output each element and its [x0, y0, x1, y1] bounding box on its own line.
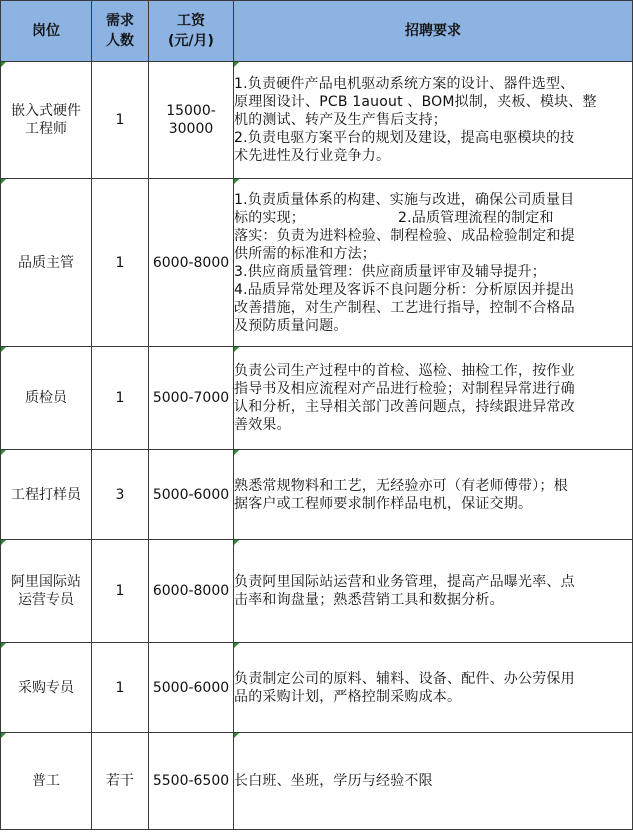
requirements-cell	[234, 347, 633, 450]
salary-text: 15000-	[166, 103, 216, 119]
requirements-cell	[234, 540, 633, 643]
salary-cell	[149, 643, 234, 733]
position-text: 质检员	[25, 390, 67, 406]
headcount-cell: 1	[92, 179, 149, 347]
salary-cell	[149, 347, 234, 450]
requirements-line: 负责阿里国际站运营和业务管理，提高产品曝光率、点	[234, 574, 575, 590]
header-headcount-line1: 需求	[106, 13, 134, 29]
requirements-line: 认和分析，主导相关部门改善问题点，持续跟进异常改	[234, 399, 575, 415]
salary-text: 5500-6500	[152, 773, 230, 789]
position-cell	[1, 540, 92, 643]
requirements-line: 供所需的标准和方法；	[234, 245, 376, 262]
headcount-cell: 3	[92, 450, 149, 540]
requirements-line: 及预防质量问题。	[234, 317, 348, 334]
position-cell	[1, 179, 92, 347]
requirements-line: 术先进性及行业竞争力。	[234, 148, 391, 164]
cell-comment-marker	[1, 450, 6, 455]
cell-comment-marker	[234, 450, 239, 455]
salary-text: 6000-8000	[152, 254, 230, 271]
requirements-cell	[234, 179, 633, 347]
cell-comment-marker	[234, 179, 239, 184]
header-headcount-line2: 人数	[106, 33, 134, 49]
requirements-line: 落实：负责为进料检验、制程检验、成品检验制定和提	[234, 227, 575, 244]
table-row	[1, 643, 633, 733]
position-text: 品质主管	[18, 254, 74, 271]
position-text: 采购专员	[18, 679, 74, 696]
cell-comment-marker	[1, 62, 6, 67]
requirements-line: 1.负责硬件产品电机驱动系统方案的设计、器件选型、	[234, 76, 575, 92]
requirements-line: 熟悉常规物料和工艺，无经验亦可（有老师傅带）；根	[234, 477, 568, 494]
header-headcount	[92, 1, 149, 62]
requirements-line: 原理图设计、PCB 1auout 、BOM拟制，夹板、模块、整	[234, 94, 597, 110]
header-salary	[149, 1, 234, 62]
cell-comment-marker	[1, 347, 6, 352]
headcount-cell: 1	[92, 643, 149, 733]
position-text: 普工	[32, 773, 60, 789]
salary-text: 6000-8000	[152, 583, 230, 599]
requirements-cell	[234, 643, 633, 733]
requirements-line: 3.供应商质量管理：供应商质量评审及辅导提升；	[234, 263, 546, 280]
table-body	[1, 62, 633, 830]
requirements-line: 机的测试、转产及生产售后支持；	[234, 112, 447, 128]
position-cell	[1, 733, 92, 830]
cell-comment-marker	[1, 179, 6, 184]
requirements-cell	[234, 62, 633, 179]
salary-cell	[149, 733, 234, 830]
table-header-row	[1, 1, 633, 62]
table-row	[1, 179, 633, 347]
cell-comment-marker	[234, 540, 239, 545]
salary-cell	[149, 540, 234, 643]
cell-comment-marker	[1, 733, 6, 738]
cell-comment-marker	[234, 347, 239, 352]
position-cell	[1, 347, 92, 450]
salary-text: 30000	[168, 121, 214, 137]
position-text: 工程打样员	[11, 486, 81, 503]
requirements-line: 标的实现； 2.品质管理流程的制定和	[234, 209, 554, 226]
cell-comment-marker	[234, 643, 239, 648]
requirements-line: 据客户或工程师要求制作样品电机，保证交期。	[234, 495, 533, 512]
header-requirements: 招聘要求	[234, 1, 633, 62]
requirements-line: 2.负责电驱方案平台的规划及建设，提高电驱模块的技	[234, 130, 575, 146]
requirements-line: 指导书及相应流程对产品进行检验；对制程异常进行确	[234, 381, 575, 397]
table-row	[1, 450, 633, 540]
requirements-line: 4.品质异常处理及客诉不良问题分析：分析原因并提出	[234, 281, 575, 298]
salary-text: 5000-6000	[152, 679, 230, 696]
position-text: 工程师	[25, 121, 67, 137]
requirements-line: 1.负责质量体系的构建、实施与改进，确保公司质量目	[234, 191, 575, 208]
position-cell	[1, 450, 92, 540]
headcount-cell: 1	[92, 62, 149, 179]
salary-cell	[149, 179, 234, 347]
requirements-line: 长白班、坐班，学历与经验不限	[234, 773, 433, 789]
requirements-line: 击率和询盘量；熟悉营销工具和数据分析。	[234, 592, 504, 608]
table-row	[1, 540, 633, 643]
salary-text: 5000-7000	[152, 390, 230, 406]
salary-text: 5000-6000	[152, 486, 230, 503]
position-text: 阿里国际站	[11, 574, 81, 590]
position-text: 运营专员	[18, 592, 74, 608]
table-row	[1, 347, 633, 450]
position-cell	[1, 62, 92, 179]
requirements-cell	[234, 733, 633, 830]
cell-comment-marker	[234, 733, 239, 738]
headcount-cell: 若干	[92, 733, 149, 830]
requirements-line: 负责制定公司的原料、辅料、设备、配件、办公劳保用	[234, 670, 575, 687]
position-text: 嵌入式硬件	[11, 103, 81, 119]
header-salary-line1: 工资	[177, 13, 205, 29]
table-row	[1, 733, 633, 830]
requirements-line: 负责公司生产过程中的首检、巡检、抽检工作，按作业	[234, 363, 575, 379]
table-row	[1, 62, 633, 179]
cell-comment-marker	[1, 643, 6, 648]
cell-comment-marker	[1, 540, 6, 545]
headcount-cell: 1	[92, 347, 149, 450]
position-cell	[1, 643, 92, 733]
requirements-line: 改善措施，对生产制程、工艺进行指导，控制不合格品	[234, 299, 575, 316]
requirements-line: 善效果。	[234, 417, 291, 433]
salary-cell	[149, 62, 234, 179]
header-salary-line2: (元/月)	[168, 33, 214, 49]
requirements-line: 品的采购计划，严格控制采购成本。	[234, 688, 462, 705]
headcount-cell: 1	[92, 540, 149, 643]
header-position: 岗位	[1, 1, 92, 62]
requirements-cell	[234, 450, 633, 540]
cell-comment-marker	[234, 62, 239, 67]
salary-cell	[149, 450, 234, 540]
